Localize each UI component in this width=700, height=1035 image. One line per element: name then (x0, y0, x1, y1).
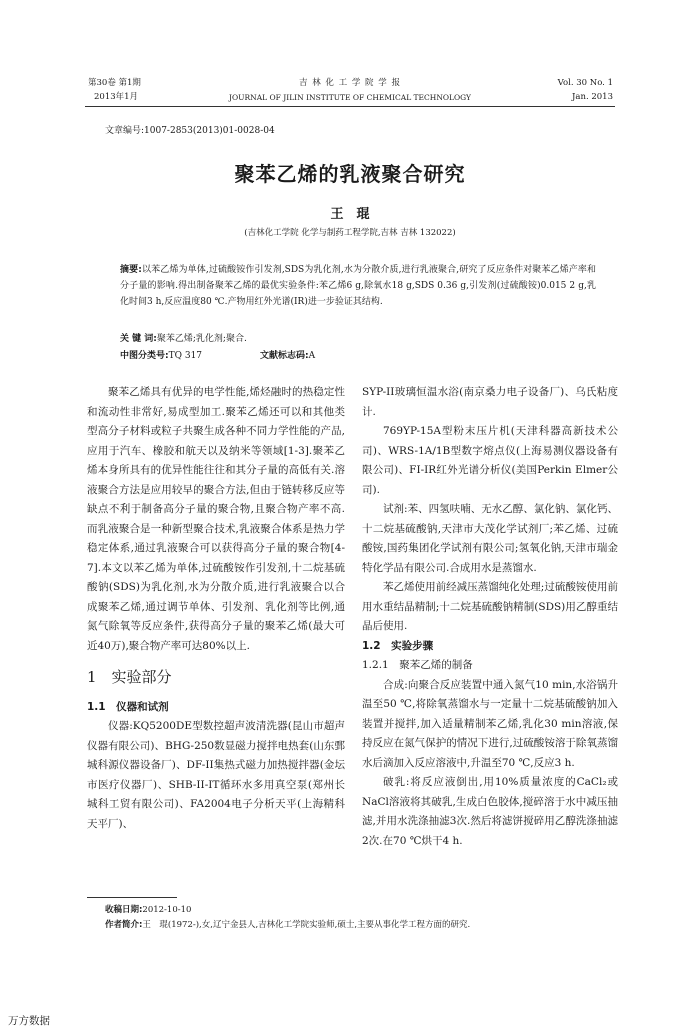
date-left: 2013年1月 (94, 92, 139, 102)
volume-issue-right: Vol. 30 No. 1 (557, 78, 613, 88)
keywords-label: 关 键 词: (120, 334, 157, 344)
equipment-paragraph: 769YP-15A型粉末压片机(天津科器高新技术公司)、WRS-1A/1B型数字熔点仪(上海易测仪器设备有限公司)、FI-IR红外光谱分析仪(美国Perkin Elmer公司). (362, 425, 618, 496)
subsection-heading-procedure: 1.2 实验步骤 (362, 639, 434, 652)
volume-issue-left: 第30卷 第1期 (88, 78, 141, 88)
abstract-text: 以苯乙烯为单体,过硫酸铵作引发剂,SDS为乳化剂,水为分散介质,进行乳液聚合,研究了反应条件对聚苯乙烯产率和分子量的影响.得出制备聚苯乙烯的最优实验条件:苯乙烯6 g,除氧水18 g,SDS 0.36 g,引发剂(过硫酸铵)0.015 2 g,乳化时间3 h,反应温度80 ℃.产物用红外光谱(IR)进一步验证其结构. (120, 265, 596, 307)
journal-title-en: JOURNAL OF JILIN INSTITUTE OF CHEMICAL TECHNOLOGY (229, 93, 471, 102)
instruments-paragraph: 仪器:KQ5200DE型数控超声波清洗器(昆山市超声仪器有限公司)、BHG-250数显磁力搅拌电热套(山东鄄城科源仪器设备厂)、DF-II集热式磁力加热搅拌器(金坛市医疗仪器厂)、SHB-II-IT循环水多用真空泵(郑州长城科工贸有限公司)、FA2004电子分析天平(上海精科天平厂)、 (87, 720, 345, 830)
affiliation: (吉林化工学院 化学与制药工程学院,吉林 吉林 132022) (244, 228, 456, 238)
document-code: 文献标志码:A (260, 351, 316, 361)
synthesis-paragraph: 合成:向聚合反应装置中通入氮气10 min,水浴锅升温至50 ℃,将除氧蒸馏水与一定量十二烷基硫酸钠加入装置并搅拌,加入适量精制苯乙烯,乳化30 min溶液,保持反应在氮气保护的情况下进行,过硫酸铵溶于除氧蒸馏水后滴加入反应溶液中,升温至70 ℃,反应3 h. (362, 678, 618, 769)
right-column (362, 383, 618, 851)
reagents-paragraph: 试剂:苯、四氢呋喃、无水乙醇、氯化钠、氯化钙、十二烷基硫酸钠,天津市大茂化学试剂厂;苯乙烯、过硫酸铵,国药集团化学试剂有限公司;氢氧化钠,天津市瑞金特化学品有限公司.合成用水是蒸馏水. (362, 503, 618, 574)
footnote-rule (87, 897, 177, 898)
header-rule (85, 106, 615, 107)
abstract (120, 262, 596, 310)
article-number: 文章编号:1007-2853(2013)01-0028-04 (105, 126, 275, 136)
journal-title-cn: 吉 林 化 工 学 院 学 报 (299, 78, 401, 88)
clc-number: 中图分类号:TQ 317 (120, 351, 203, 361)
subsubsection-heading-preparation: 1.2.1 聚苯乙烯的制备 (362, 659, 473, 671)
purification-paragraph: 苯乙烯使用前经减压蒸馏纯化处理;过硫酸铵使用前用水重结晶精制;十二烷基硫酸钠精制(SDS)用乙醇重结晶后使用. (362, 581, 618, 632)
left-column (87, 383, 345, 834)
author-name: 王 琨 (330, 207, 370, 222)
article-title: 聚苯乙烯的乳液聚合研究 (234, 162, 466, 186)
author-bio: 作者简介:王 琨(1972-),女,辽宁金县人,吉林化工学院实验师,硕士,主要从事化学工程方面的研究. (105, 920, 471, 930)
subsection-heading-instruments: 1.1 仪器和试剂 (87, 700, 169, 713)
keywords (120, 332, 247, 347)
abstract-label: 摘要: (120, 265, 142, 275)
keywords-text: 聚苯乙烯;乳化剂;聚合. (156, 334, 247, 344)
received-date: 收稿日期:2012-10-10 (105, 905, 192, 915)
instruments-continued: SYP-II玻璃恒温水浴(南京桑力电子设备厂)、乌氏粘度计. (362, 386, 618, 418)
demulsification-paragraph: 破乳:将反应液倒出,用10%质量浓度的CaCl₂或NaCl溶液将其破乳,生成白色胶体,搅碎溶于水中减压抽滤,并用水洗涤抽滤3次.然后将滤饼搅碎用乙醇洗涤抽滤2次.在70 ℃烘干4 h. (362, 776, 618, 847)
watermark: 万方数据 (8, 1015, 50, 1027)
section-heading-experimental: 1 实验部分 (87, 668, 172, 686)
date-right: Jan. 2013 (572, 92, 613, 102)
intro-paragraph: 聚苯乙烯具有优异的电学性能,烯烃融时的热稳定性和流动性非常好,易成型加工.聚苯乙烯还可以和其他类型高分子材料或粒子共聚生成各种不同力学性能的产品,应用于汽车、橡胶和航天以及纳米等领域[1-3].聚苯乙烯本身所具有的优异性能往往和其分子量的高低有关.溶液聚合方法是应用较早的聚合方法,但由于链转移反应等缺点不利于制备高分子量的聚合物,且聚合物产率不高.而乳液聚合是一种新型聚合技术,乳液聚合体系是热力学稳定体系,通过乳液聚合可以获得高分子量的聚合物[4-7].本文以苯乙烯为单体,过硫酸铵作引发剂,十二烷基硫酸钠(SDS)为乳化剂,水为分散介质,进行乳液聚合以合成聚苯乙烯,通过调节单体、引发剂、乳化剂等比例,通氮气除氧等反应条件,获得高分子量的聚苯乙烯(最大可近40万),聚合物产率可达80%以上. (87, 386, 345, 652)
